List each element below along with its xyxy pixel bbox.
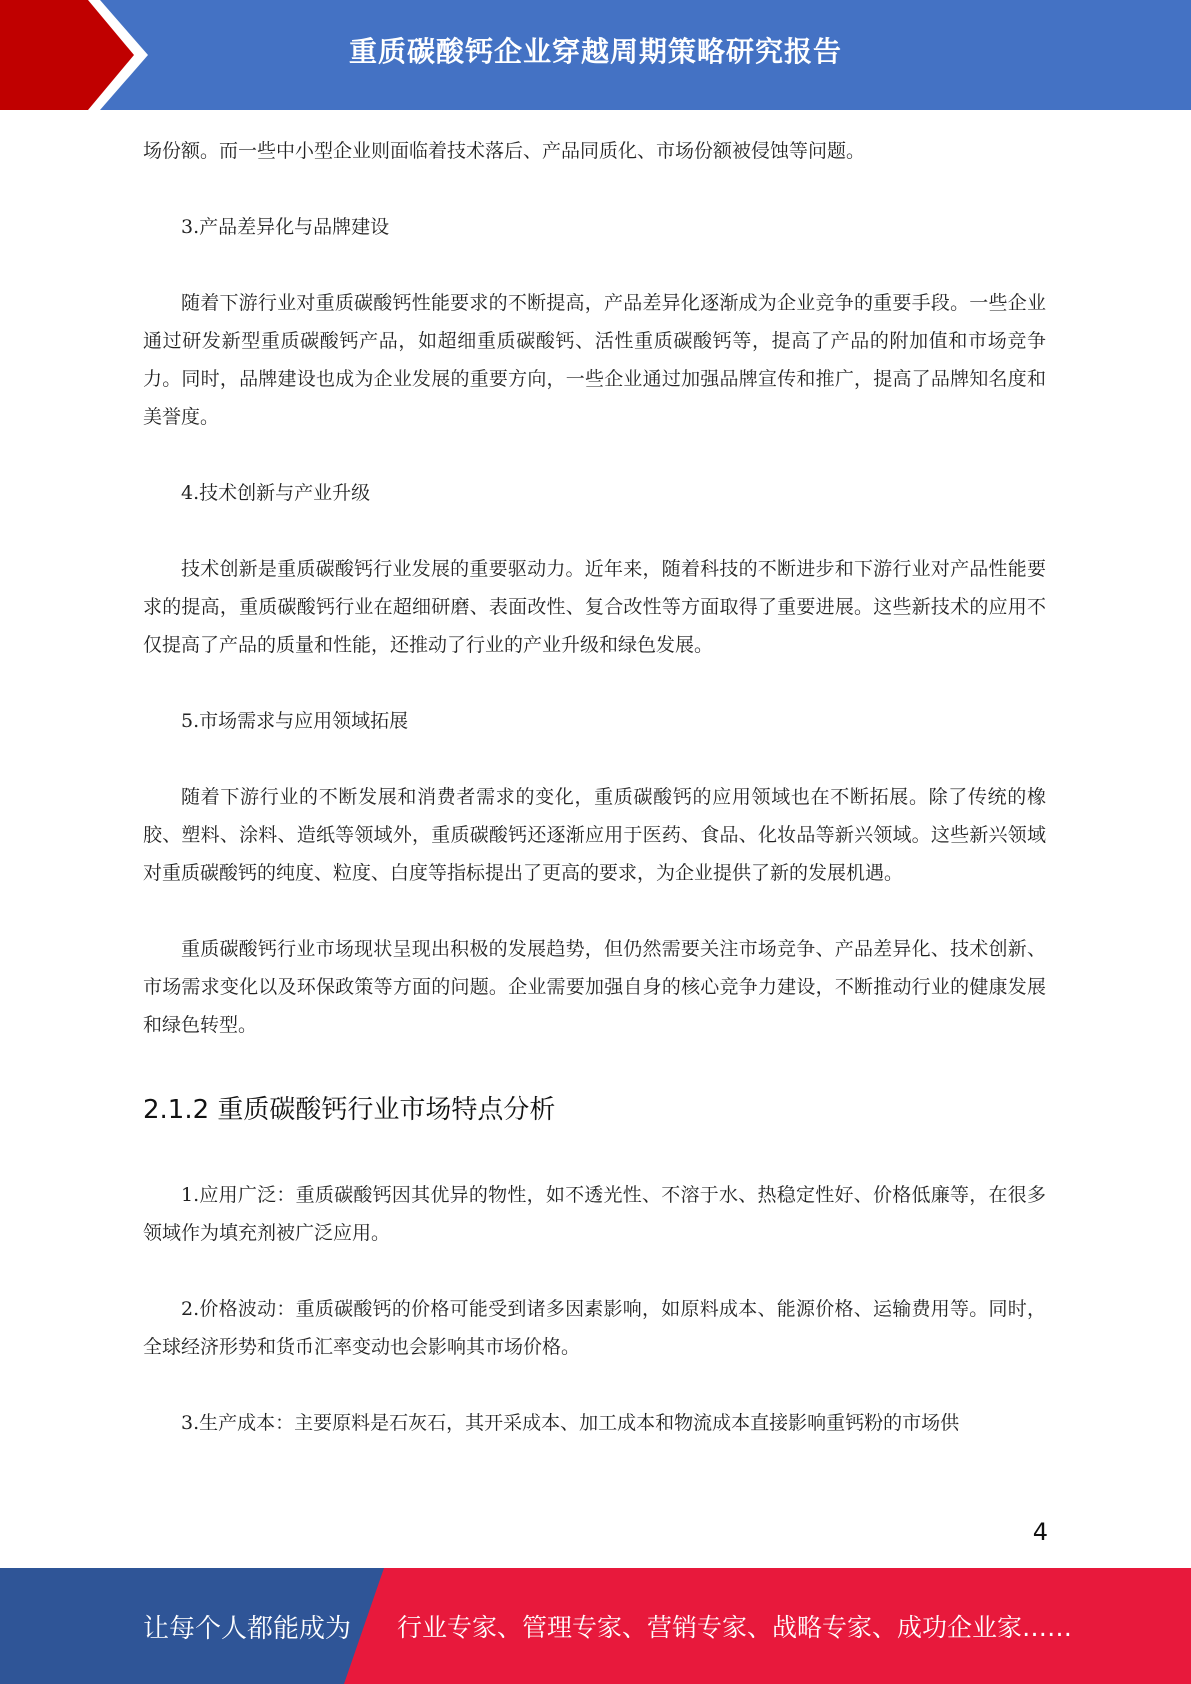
page-number: 4 [1032,1518,1048,1546]
subheading-5: 5.市场需求与应用领域拓展 [181,710,409,732]
subheading-3: 3.产品差异化与品牌建设 [181,216,390,238]
footer-slogan-right: 行业专家、管理专家、营销专家、战略专家、成功企业家…… [397,1613,1073,1642]
header-bar [0,0,1191,110]
report-title: 重质碳酸钙企业穿越周期策略研究报告 [348,35,842,68]
feature-item-3: 3.生产成本：主要原料是石灰石，其开采成本、加工成本和物流成本直接影响重钙粉的市场供 [181,1412,960,1434]
paragraph-3: 随着下游行业对重质碳酸钙性能要求的不断提高，产品差异化逐渐成为企业竞争的重要手段。一些企业通过研发新型重质碳酸钙产品，如超细重质碳酸钙、活性重质碳酸钙等，提高了产品的附加值和市场竞争力。同时，品牌建设也成为企业发展的重要方向，一些企业通过加强品牌宣传和推广，提高了品牌知名度和美誉度。 [143,292,1046,428]
section-heading: 2.1.2 重质碳酸钙行业市场特点分析 [143,1095,556,1125]
footer-bar [0,1568,1191,1684]
paragraph-5: 随着下游行业的不断发展和消费者需求的变化，重质碳酸钙的应用领域也在不断拓展。除了传统的橡胶、塑料、涂料、造纸等领域外，重质碳酸钙还逐渐应用于医药、食品、化妆品等新兴领域。这些新兴领域对重质碳酸钙的纯度、粒度、白度等指标提出了更高的要求，为企业提供了新的发展机遇。 [143,786,1046,884]
header-chevron-decoration [0,0,160,110]
document-body [143,132,1046,1442]
feature-item-1: 1.应用广泛：重质碳酸钙因其优异的物性，如不透光性、不溶于水、热稳定性好、价格低廉等，在很多领域作为填充剂被广泛应用。 [143,1184,1046,1244]
footer-slogan-left: 让每个人都能成为 [143,1613,352,1644]
subheading-4: 4.技术创新与产业升级 [181,482,371,504]
feature-item-2: 2.价格波动：重质碳酸钙的价格可能受到诸多因素影响，如原料成本、能源价格、运输费用等。同时，全球经济形势和货币汇率变动也会影响其市场价格。 [143,1298,1046,1358]
paragraph-4: 技术创新是重质碳酸钙行业发展的重要驱动力。近年来，随着科技的不断进步和下游行业对产品性能要求的提高，重质碳酸钙行业在超细研磨、表面改性、复合改性等方面取得了重要进展。这些新技术的应用不仅提高了产品的质量和性能，还推动了行业的产业升级和绿色发展。 [143,558,1046,656]
paragraph-continued: 场份额。而一些中小型企业则面临着技术落后、产品同质化、市场份额被侵蚀等问题。 [143,140,866,162]
paragraph-summary: 重质碳酸钙行业市场现状呈现出积极的发展趋势，但仍然需要关注市场竞争、产品差异化、技术创新、市场需求变化以及环保政策等方面的问题。企业需要加强自身的核心竞争力建设，不断推动行业的健康发展和绿色转型。 [143,938,1046,1036]
